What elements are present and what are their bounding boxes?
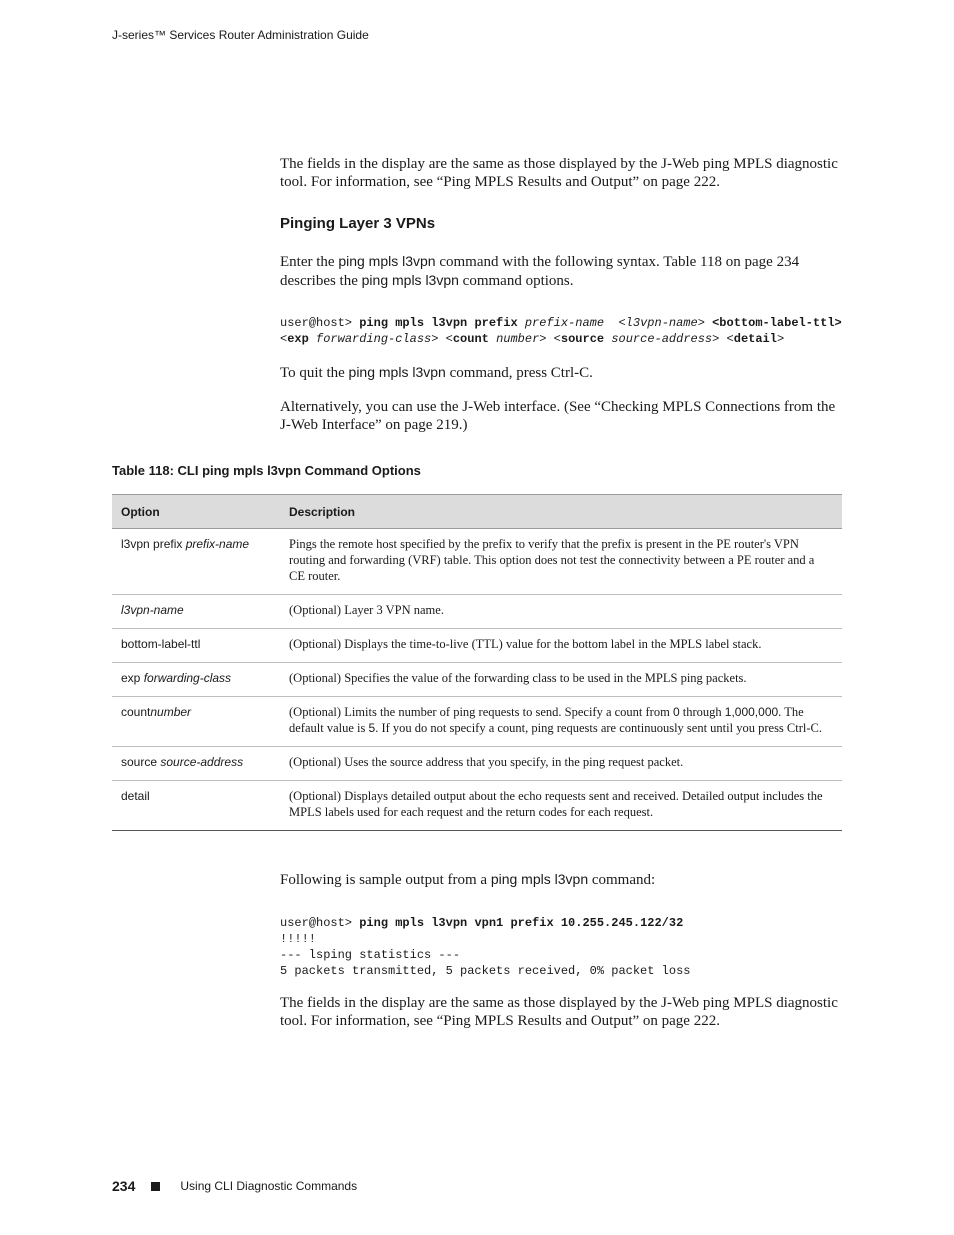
syntax-code-block: user@host> ping mpls l3vpn prefix prefix-name <l3vpn-name> <bottom-label-ttl> <exp forwarding-class> <count number> <source source-address> <detail> <box>280 316 842 346</box>
arg-number: number <box>496 332 540 346</box>
option-cell <box>112 629 280 663</box>
text-run: command with the following syntax. Table 118 on page 234 describes the <box>280 254 800 289</box>
text-run: To quit the <box>280 365 349 381</box>
syntax-intro-text <box>280 252 846 290</box>
option-keyword: l3vpn prefix <box>121 537 186 551</box>
opt-detail: detail <box>733 332 777 346</box>
opt-exp: exp <box>287 332 309 346</box>
option-keyword: bottom-label-ttl <box>121 637 201 651</box>
table-row <box>112 663 842 697</box>
cli-prompt: user@host> <box>280 316 360 330</box>
opt-ttl: <bottom-label-ttl> <box>712 316 842 330</box>
description-cell: (Optional) Displays the time-to-live (TTL) value for the bottom label in the MPLS label stack. <box>280 629 842 663</box>
section-heading: Pinging Layer 3 VPNs <box>280 215 436 232</box>
alternative-text: Alternatively, you can use the J-Web interface. (See “Checking MPLS Connections from the J-Web Interface” on page 219.) <box>280 399 836 433</box>
sample-intro-text <box>280 870 846 889</box>
option-cell <box>112 529 280 595</box>
cli-prompt: user@host> <box>280 916 360 930</box>
quit-paragraph <box>280 363 846 382</box>
footer-section-title: Using CLI Diagnostic Commands <box>180 1179 358 1193</box>
description-cell: (Optional) Displays detailed output about the echo requests sent and received. Detailed output includes the MPLS labels used for each request and the return codes for each request. <box>280 781 842 831</box>
running-header: J-series™ Services Router Administration Guide <box>112 28 369 42</box>
option-argument: l3vpn-name <box>121 603 184 617</box>
option-argument: forwarding-class <box>143 671 232 685</box>
column-header-option: Option <box>112 495 280 529</box>
text-run: Following is sample output from a <box>280 872 491 888</box>
description-cell: Pings the remote host specified by the prefix to verify that the prefix is present in the PE router's VPN routing and forwarding (VRF) table. This option does not test the connectivity between a PE router and a CE router. <box>280 529 842 595</box>
outro-paragraph <box>280 994 846 1030</box>
option-argument: number <box>150 705 192 719</box>
option-cell <box>112 595 280 629</box>
output-line: --- lsping statistics --- <box>280 948 461 962</box>
value-literal: 5 <box>368 721 376 735</box>
outro-text: The fields in the display are the same as those displayed by the J-Web ping MPLS diagnostic tool. For information, see “Ping MPLS Results and Output” on page 222. <box>280 995 838 1029</box>
description-cell <box>280 697 842 747</box>
text-run: (Optional) Limits the number of ping requests to send. Specify a count from <box>289 705 673 719</box>
text-run: . If you do not specify a count, ping requests are continuously sent until you press Ctrl-C. <box>375 721 822 735</box>
option-cell <box>112 663 280 697</box>
value-literal: 1,000,000 <box>724 705 779 719</box>
intro-text: The fields in the display are the same as those displayed by the J-Web ping MPLS diagnostic tool. For information, see “Ping MPLS Results and Output” on page 222. <box>280 156 838 190</box>
quit-text <box>280 363 846 382</box>
alternative-paragraph <box>280 398 846 434</box>
square-bullet-icon <box>151 1182 160 1191</box>
opt-count: count <box>452 332 489 346</box>
arg-prefix-name: prefix-name <box>524 316 605 330</box>
table-header-row <box>112 495 842 529</box>
intro-paragraph <box>280 155 846 191</box>
option-argument: source-address <box>160 755 244 769</box>
text-run: command options. <box>458 273 574 289</box>
page-footer <box>112 1178 357 1194</box>
table-row <box>112 595 842 629</box>
description-cell: (Optional) Specifies the value of the forwarding class to be used in the MPLS ping packets. <box>280 663 842 697</box>
table-row <box>112 781 842 831</box>
table-row <box>112 529 842 595</box>
option-cell <box>112 697 280 747</box>
text-run: . The default value is <box>289 705 804 735</box>
arg-forwarding-class: forwarding-class <box>316 332 432 346</box>
sample-intro-paragraph <box>280 870 846 889</box>
sample-output-block <box>280 915 690 979</box>
text-run: command, press Ctrl-C. <box>445 365 593 381</box>
command-keyword: ping mpls l3vpn <box>348 364 446 380</box>
option-cell <box>112 747 280 781</box>
command-keyword: ping mpls l3vpn <box>361 272 459 288</box>
output-line: !!!!! <box>280 932 317 946</box>
output-line: 5 packets transmitted, 5 packets received, 0% packet loss <box>280 964 691 978</box>
option-keyword: exp <box>121 671 144 685</box>
option-argument: prefix-name <box>185 537 250 551</box>
option-keyword: count <box>121 705 151 719</box>
options-table <box>112 494 842 831</box>
description-cell: (Optional) Uses the source address that you specify, in the ping request packet. <box>280 747 842 781</box>
cli-command: ping mpls l3vpn vpn1 prefix 10.255.245.122/32 <box>359 916 684 930</box>
table-row <box>112 747 842 781</box>
description-cell: (Optional) Layer 3 VPN name. <box>280 595 842 629</box>
column-header-description: Description <box>280 495 842 529</box>
option-cell <box>112 781 280 831</box>
text-run: through <box>679 705 725 719</box>
text-run: Enter the <box>280 254 339 270</box>
value-literal: 0 <box>672 705 680 719</box>
command-keyword: ping mpls l3vpn <box>338 253 436 269</box>
cli-command: ping mpls l3vpn prefix <box>359 316 518 330</box>
table-row <box>112 629 842 663</box>
opt-source: source <box>560 332 605 346</box>
table-caption: Table 118: CLI ping mpls l3vpn Command Options <box>112 463 421 478</box>
text-run: command: <box>588 872 656 888</box>
option-keyword: source <box>121 755 161 769</box>
page-number: 234 <box>112 1178 136 1194</box>
syntax-intro-paragraph <box>280 252 846 290</box>
arg-source-address: source-address <box>611 332 713 346</box>
table-row <box>112 697 842 747</box>
arg-vpn-name: <l3vpn-name> <box>618 316 705 330</box>
option-keyword: detail <box>121 789 150 803</box>
command-keyword: ping mpls l3vpn <box>490 871 589 887</box>
